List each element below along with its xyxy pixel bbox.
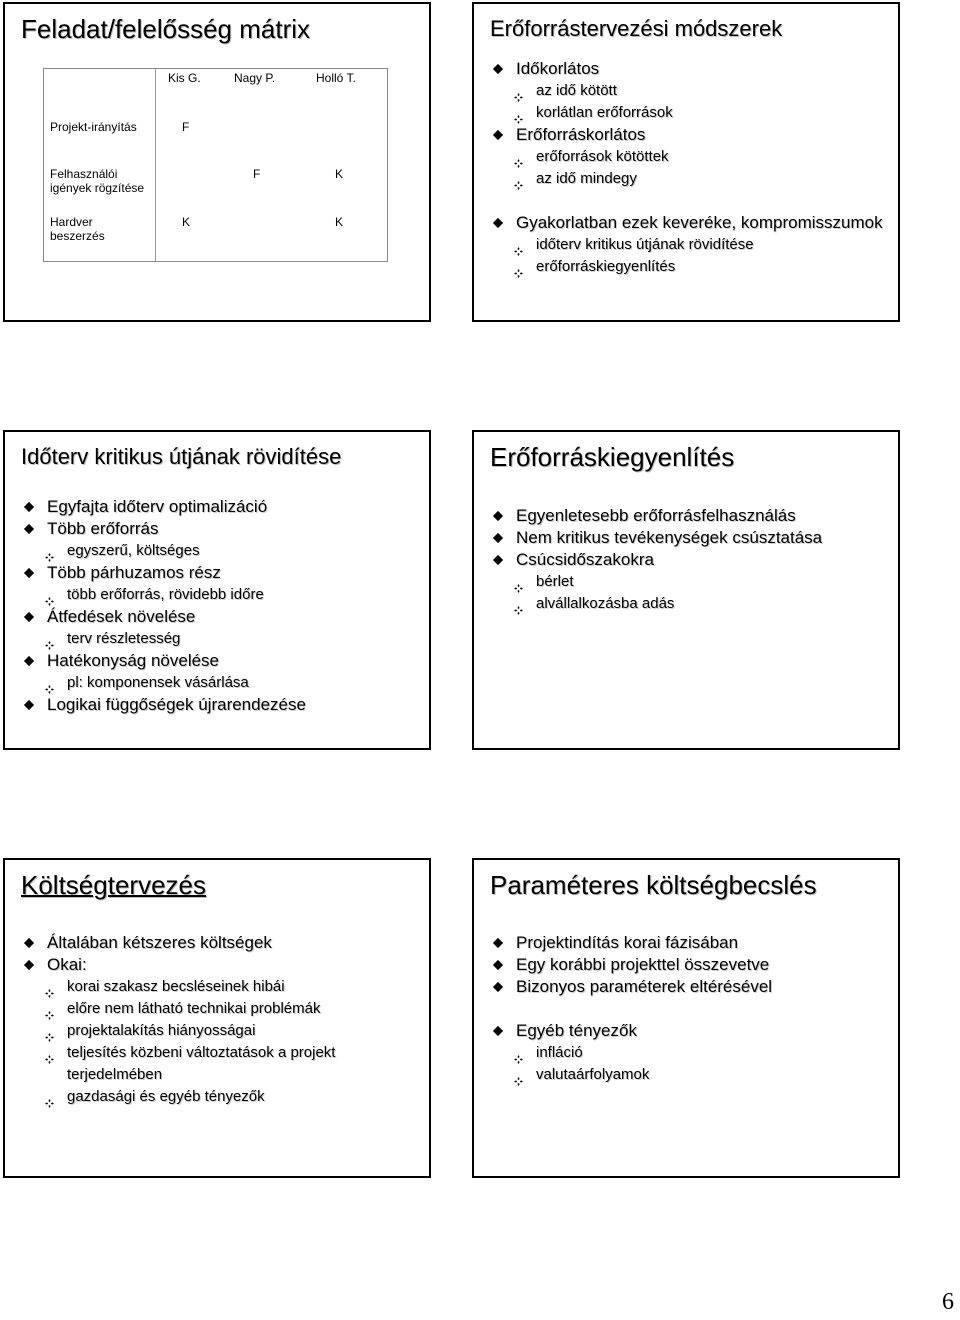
matrix-cell: K xyxy=(335,167,344,181)
diamond-bullet-icon xyxy=(493,533,503,543)
diamond-bullet-icon xyxy=(493,938,503,948)
bullet-item xyxy=(21,496,421,518)
sub-bullet-item xyxy=(490,102,890,124)
four-diamond-bullet-icon xyxy=(45,635,54,644)
diamond-bullet-icon xyxy=(24,568,34,578)
bullet-item xyxy=(21,606,421,628)
bullet-item xyxy=(490,954,890,976)
bullet-text: projektalakítás hiányosságai xyxy=(67,1022,256,1039)
bullet-item xyxy=(490,124,890,146)
diamond-bullet-icon xyxy=(493,218,503,228)
bullet-text: Hatékonyság növelése xyxy=(47,651,220,670)
sub-bullet-item xyxy=(21,1042,421,1086)
bullet-text: terv részletesség xyxy=(67,630,181,647)
bullet-list xyxy=(490,932,890,1086)
bullet-text: Több párhuzamos rész xyxy=(47,563,221,582)
bullet-item xyxy=(21,694,421,716)
bullet-item xyxy=(490,549,890,571)
bullet-text: Erőforráskorlátos xyxy=(516,125,646,144)
bullet-item xyxy=(21,932,421,954)
bullet-item xyxy=(21,954,421,976)
matrix-row-label: Hardver beszerzés xyxy=(50,215,105,243)
bullet-text: több erőforrás, rövidebb időre xyxy=(67,586,264,603)
slide-resource-leveling xyxy=(472,430,900,750)
bullet-text: Általában kétszeres költségek xyxy=(47,933,272,952)
four-diamond-bullet-icon xyxy=(45,1049,54,1058)
bullet-text: Logikai függőségek újrarendezése xyxy=(47,695,306,714)
bullet-list xyxy=(490,505,890,615)
sub-bullet-item xyxy=(21,998,421,1020)
sub-bullet-item xyxy=(21,976,421,998)
slide-parametric-estimation xyxy=(472,858,900,1178)
bullet-item xyxy=(490,212,890,234)
diamond-bullet-icon xyxy=(24,656,34,666)
bullet-text: Időkorlátos xyxy=(516,59,600,78)
slide-cost-planning xyxy=(3,858,431,1178)
bullet-text: Okai: xyxy=(47,955,87,974)
sub-bullet-item xyxy=(490,1064,890,1086)
sub-bullet-item xyxy=(490,146,890,168)
diamond-bullet-icon xyxy=(493,511,503,521)
sub-bullet-item xyxy=(21,584,421,606)
sub-bullet-item xyxy=(21,672,421,694)
diamond-bullet-icon xyxy=(24,524,34,534)
sub-bullet-item xyxy=(490,571,890,593)
matrix-col-header: Holló T. xyxy=(316,71,356,85)
four-diamond-bullet-icon xyxy=(514,241,523,250)
bullet-text: bérlet xyxy=(536,573,574,590)
bullet-item xyxy=(21,650,421,672)
slide-title: Paraméteres költségbecslés xyxy=(490,870,817,900)
bullet-text: Egyenletesebb erőforrásfelhasználás xyxy=(516,506,796,525)
matrix-cell: F xyxy=(182,120,190,134)
bullet-text: Projektindítás korai fázisában xyxy=(516,933,739,952)
sub-bullet-item xyxy=(490,593,890,615)
diamond-bullet-icon xyxy=(24,938,34,948)
four-diamond-bullet-icon xyxy=(514,578,523,587)
matrix-col-header: Nagy P. xyxy=(234,71,276,85)
diamond-bullet-icon xyxy=(24,700,34,710)
diamond-bullet-icon xyxy=(24,960,34,970)
bullet-item xyxy=(490,932,890,954)
four-diamond-bullet-icon xyxy=(514,263,523,272)
bullet-text: infláció xyxy=(536,1044,583,1061)
matrix-cell: F xyxy=(253,167,261,181)
bullet-text: gazdasági és egyéb tényezők xyxy=(67,1088,265,1105)
matrix-row-label: Felhasználói igények rögzítése xyxy=(50,167,145,195)
bullet-text: teljesítés közbeni változtatások a projekt terjedelmében xyxy=(67,1044,336,1083)
sub-bullet-item xyxy=(21,1020,421,1042)
bullet-text: Egyfajta időterv optimalizáció xyxy=(47,497,268,516)
bullet-list xyxy=(490,58,890,278)
bullet-item xyxy=(490,527,890,549)
sub-bullet-item xyxy=(490,256,890,278)
sub-bullet-item xyxy=(21,540,421,562)
diamond-bullet-icon xyxy=(493,555,503,565)
four-diamond-bullet-icon xyxy=(514,87,523,96)
bullet-text: valutaárfolyamok xyxy=(536,1066,650,1083)
four-diamond-bullet-icon xyxy=(45,591,54,600)
bullet-text: Gyakorlatban ezek keveréke, kompromisszumok xyxy=(516,213,883,232)
slide-title: Erőforráskiegyenlítés xyxy=(490,442,735,472)
diamond-bullet-icon xyxy=(493,960,503,970)
four-diamond-bullet-icon xyxy=(514,600,523,609)
sub-bullet-item xyxy=(490,234,890,256)
responsibility-matrix xyxy=(43,68,388,262)
diamond-bullet-icon xyxy=(493,982,503,992)
bullet-item xyxy=(490,976,890,998)
diamond-bullet-icon xyxy=(24,612,34,622)
slide-title: Időterv kritikus útjának rövidítése xyxy=(21,444,342,469)
four-diamond-bullet-icon xyxy=(45,1027,54,1036)
slide-critical-path xyxy=(3,430,431,750)
bullet-text: az idő mindegy xyxy=(536,170,637,187)
bullet-text: Csúcsidőszakokra xyxy=(516,550,654,569)
slide-resource-planning xyxy=(472,2,900,322)
bullet-text: előre nem látható technikai problémák xyxy=(67,1000,321,1017)
four-diamond-bullet-icon xyxy=(45,679,54,688)
diamond-bullet-icon xyxy=(493,64,503,74)
bullet-text: az idő kötött xyxy=(536,82,617,99)
four-diamond-bullet-icon xyxy=(514,1049,523,1058)
matrix-divider xyxy=(155,69,156,261)
slide-title: Erőforrástervezési módszerek xyxy=(490,16,783,41)
bullet-text: Bizonyos paraméterek eltérésével xyxy=(516,977,773,996)
bullet-item xyxy=(490,505,890,527)
matrix-cell: K xyxy=(335,215,344,229)
bullet-list xyxy=(21,496,421,716)
sub-bullet-item xyxy=(21,1086,421,1108)
bullet-text: Egy korábbi projekttel összevetve xyxy=(516,955,770,974)
four-diamond-bullet-icon xyxy=(514,109,523,118)
slide-title: Költségtervezés xyxy=(21,870,206,900)
diamond-bullet-icon xyxy=(493,1026,503,1036)
four-diamond-bullet-icon xyxy=(514,1071,523,1080)
bullet-text: pl: komponensek vásárlása xyxy=(67,674,249,691)
four-diamond-bullet-icon xyxy=(514,175,523,184)
bullet-item xyxy=(21,562,421,584)
bullet-text: korai szakasz becsléseinek hibái xyxy=(67,978,285,995)
bullet-list xyxy=(21,932,421,1108)
bullet-text: egyszerű, költséges xyxy=(67,542,200,559)
bullet-text: Több erőforrás xyxy=(47,519,159,538)
diamond-bullet-icon xyxy=(493,130,503,140)
sub-bullet-item xyxy=(490,80,890,102)
bullet-text: Átfedések növelése xyxy=(47,607,196,626)
bullet-text: erőforrások kötöttek xyxy=(536,148,669,165)
four-diamond-bullet-icon xyxy=(45,983,54,992)
bullet-text: erőforráskiegyenlítés xyxy=(536,258,676,275)
slide-title: Feladat/felelősség mátrix xyxy=(21,14,311,44)
matrix-row-label: Projekt-irányítás xyxy=(50,120,137,134)
bullet-item xyxy=(490,58,890,80)
bullet-item xyxy=(21,518,421,540)
bullet-text: Nem kritikus tevékenységek csúsztatása xyxy=(516,528,823,547)
four-diamond-bullet-icon xyxy=(45,1005,54,1014)
sub-bullet-item xyxy=(490,1042,890,1064)
four-diamond-bullet-icon xyxy=(45,1093,54,1102)
diamond-bullet-icon xyxy=(24,502,34,512)
matrix-col-header: Kis G. xyxy=(168,71,201,85)
matrix-cell: K xyxy=(182,215,191,229)
bullet-text: Egyéb tényezők xyxy=(516,1021,637,1040)
bullet-text: korlátlan erőforrások xyxy=(536,104,673,121)
four-diamond-bullet-icon xyxy=(514,153,523,162)
sub-bullet-item xyxy=(490,168,890,190)
sub-bullet-item xyxy=(21,628,421,650)
bullet-text: alvállalkozásba adás xyxy=(536,595,675,612)
four-diamond-bullet-icon xyxy=(45,547,54,556)
bullet-item xyxy=(490,1020,890,1042)
page-number: 6 xyxy=(942,1289,954,1315)
slide-responsibility-matrix xyxy=(3,2,431,322)
bullet-text: időterv kritikus útjának rövidítése xyxy=(536,236,754,253)
